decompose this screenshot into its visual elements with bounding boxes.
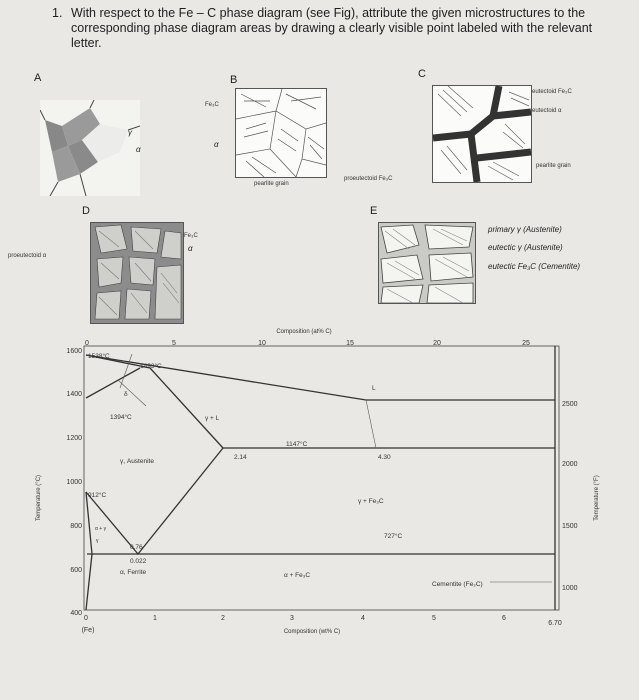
ann-912: 912°C [88, 492, 107, 499]
ann-gamma-side: γ [96, 538, 99, 544]
micrograph-c-label-pearlite: pearlite grain [536, 163, 571, 169]
bottom-axis-title: Composition (wt% C) [283, 629, 341, 635]
micrograph-c-label-eutectoid-fe3c: eutectoid Fe₃C [532, 89, 572, 95]
bottom-tick-6: 6 [502, 615, 506, 622]
micrograph-c-letter: C [418, 68, 426, 80]
micrograph-c [432, 85, 532, 183]
ann-delta: δ [124, 391, 128, 398]
micrograph-a-label-gamma: γ [128, 128, 132, 137]
ann-1147: 1147°C [286, 441, 308, 448]
bottom-tick-670: 6.70 [548, 620, 562, 627]
top-tick-25: 25 [522, 340, 530, 347]
ann-727: 727°C [384, 533, 403, 540]
ann-alpha-gamma: α + γ [95, 526, 107, 532]
liquidus-line [86, 355, 555, 400]
left-tick-400: 400 [70, 610, 82, 617]
micrograph-a-letter: A [34, 72, 42, 84]
left-axis-title: Temperature (°C) [36, 474, 42, 522]
left-tick-1200: 1200 [66, 435, 82, 442]
ann-cementite: Cementite (Fe₃C) [432, 581, 483, 588]
micrograph-d [90, 222, 184, 324]
ann-1493: 1493°C [140, 363, 162, 370]
micrograph-d-label-fe3c: Fe₃C [184, 233, 198, 239]
phase-diagram [0, 320, 639, 650]
left-tick-1600: 1600 [66, 348, 82, 355]
left-tick-1400: 1400 [66, 391, 82, 398]
t1394-leader [118, 380, 146, 406]
left-tick-800: 800 [70, 523, 82, 530]
right-tick-2500: 2500 [562, 401, 578, 408]
ann-076: 0.76 [130, 544, 143, 551]
micrograph-b-label-fe3c: Fe₃C [205, 102, 219, 108]
ann-1538: 1538°C [88, 353, 110, 360]
bottom-tick-4: 4 [361, 615, 365, 622]
c430-leader [366, 400, 376, 448]
ann-214: 2.14 [234, 454, 247, 461]
ann-liquid: L [372, 385, 376, 392]
micrograph-e-label-primary: primary γ (Austenite) [488, 225, 562, 234]
micrograph-d-label-alpha: α [188, 244, 193, 253]
right-tick-2000: 2000 [562, 461, 578, 468]
ann-gamma-l: γ + L [205, 415, 220, 422]
top-tick-15: 15 [346, 340, 354, 347]
micrograph-a-label-alpha: α [136, 145, 141, 154]
ann-0022: 0.022 [130, 558, 147, 565]
bottom-tick-1: 1 [153, 615, 157, 622]
ann-austenite: γ, Austenite [120, 458, 154, 465]
ann-alpha-fe3c: α + Fe₃C [284, 572, 311, 579]
micrograph-d-letter: D [82, 205, 90, 217]
bottom-tick-0: 0 [84, 615, 88, 622]
gamma-boundaries [86, 448, 223, 554]
micrograph-b-label-alpha: α [214, 140, 219, 149]
top-tick-10: 10 [258, 340, 266, 347]
left-tick-600: 600 [70, 567, 82, 574]
right-tick-1000: 1000 [562, 585, 578, 592]
ann-ferrite: α, Ferrite [120, 569, 147, 576]
micrograph-e-label-eutectic-fe3c: eutectic Fe₃C (Cementite) [488, 262, 581, 271]
micrograph-b [235, 88, 327, 178]
micrograph-e-label-eutectic-gamma: eutectic γ (Austenite) [488, 243, 563, 252]
bottom-tick-5: 5 [432, 615, 436, 622]
right-tick-1500: 1500 [562, 523, 578, 530]
bottom-tick-2: 2 [221, 615, 225, 622]
left-tick-1000: 1000 [66, 479, 82, 486]
micrograph-e [378, 222, 476, 304]
micrograph-e-letter: E [370, 205, 378, 217]
delta-gamma-boundary [86, 368, 140, 398]
top-tick-0: 0 [85, 340, 89, 347]
ann-gamma-fe3c: γ + Fe₃C [358, 498, 384, 505]
micrograph-a [40, 100, 140, 196]
micrograph-c-label-proeutectoid: proeutectoid Fe₃C [344, 176, 393, 182]
micrograph-b-letter: B [230, 74, 238, 86]
bottom-sub-fe: (Fe) [81, 627, 95, 634]
question-number: 1. [52, 6, 63, 20]
top-tick-20: 20 [433, 340, 441, 347]
plot-frame [84, 346, 559, 610]
right-axis-title: Temperature (°F) [594, 475, 600, 521]
micrograph-c-label-eutectoid-alpha: eutectoid α [532, 108, 562, 114]
question-text: With respect to the Fe – C phase diagram (see Fig), attribute the given microstructures to the corresponding phase diagram areas by drawing a clearly visible point labeled with the relevant letter. [71, 6, 593, 50]
ferrite-boundary [86, 492, 92, 610]
top-tick-5: 5 [172, 340, 176, 347]
bottom-tick-3: 3 [290, 615, 294, 622]
delta-leader [120, 354, 132, 388]
micrograph-d-label-proeutectoid: proeutectoid α [8, 253, 47, 259]
ann-430: 4.30 [378, 454, 391, 461]
ann-1394: 1394°C [110, 414, 132, 421]
top-axis-title: Composition (at% C) [276, 329, 332, 335]
micrograph-b-label-pearlite: pearlite grain [254, 181, 289, 187]
